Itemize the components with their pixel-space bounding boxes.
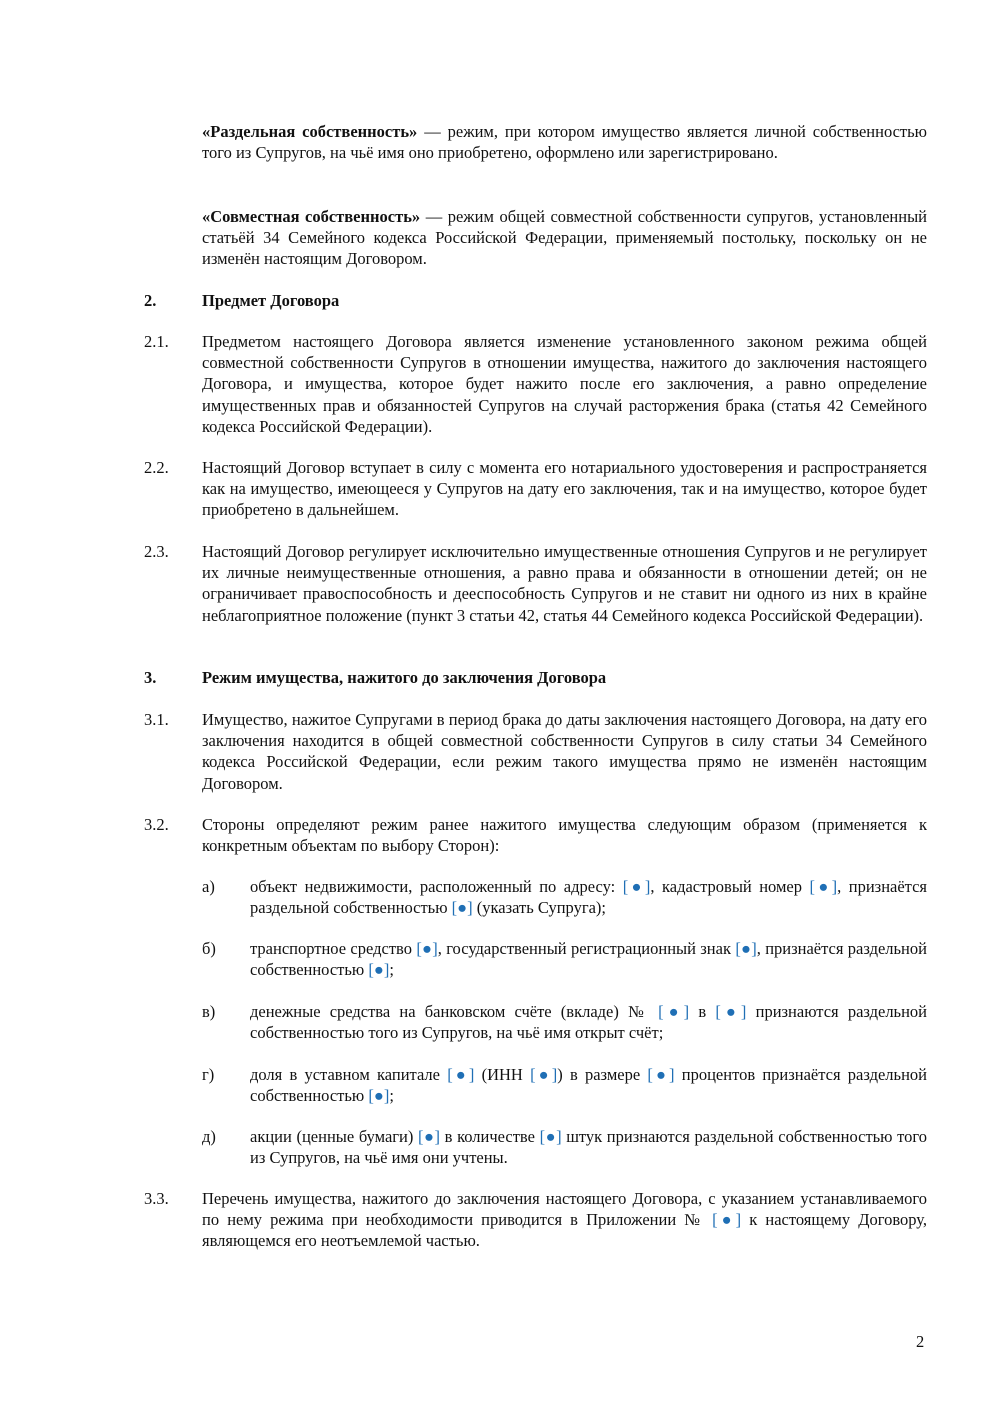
section-number: 2. (144, 291, 157, 310)
list-item-label: а) (202, 877, 215, 896)
list-item-label: г) (202, 1065, 215, 1084)
placeholder: [●] (447, 1065, 475, 1084)
list-item-label: в) (202, 1002, 216, 1021)
clause-number: 2.3. (144, 542, 169, 561)
placeholder: [●] (809, 877, 838, 896)
page-number: 2 (916, 1332, 925, 1351)
list-item-label: д) (202, 1127, 216, 1146)
clause-number: 3.1. (144, 710, 169, 729)
list-item: объект недвижимости, расположенный по адресу: [●], кадастровый номер [●], признаётся раздельной собственностью [●] (указать Супруга); (250, 877, 927, 918)
list-item: акции (ценные бумаги) [●] в количестве [●] штук признаются раздельной собственностью того из Супругов, на чьё имя они учтены. (250, 1127, 927, 1168)
definition-separate-property (202, 121, 927, 163)
section-title: Предмет Договора (202, 291, 340, 310)
placeholder: [●] (715, 1002, 747, 1021)
placeholder: [●] (622, 877, 651, 896)
list-item: доля в уставном капитале [●] (ИНН [●]) в размере [●] процентов признаётся раздельной собственностью [●]; (250, 1065, 927, 1106)
placeholder: [●] (647, 1065, 675, 1084)
list-item: денежные средства на банковском счёте (вкладе) № [●] в [●] признаются раздельной собственностью того из Супругов, на чьё имя открыт счёт; (250, 1002, 927, 1043)
definition-text: — режим общей совместной собственности супругов, установленный статьёй 34 Семейного кодекса Российской Федерации, применяемый постольку, поскольку он не изменён настоящим Договором. (202, 207, 927, 269)
placeholder: [●] (368, 1086, 390, 1106)
clause-text: Имущество, нажитое Супругами в период брака до даты заключения настоящего Договора, на дату его заключения находится в общей совместной собственности Супругов в силу статьи 34 Семейного кодекса Российской Федерации, если режим такого имущества прямо не изменён настоящим Договором. (202, 710, 927, 793)
definition-term: «Раздельная собственность» (202, 122, 418, 141)
clause-number: 3.2. (144, 815, 169, 834)
clause-number: 3.3. (144, 1189, 169, 1208)
section-number: 3. (144, 668, 157, 687)
placeholder: [●] (530, 1065, 558, 1084)
placeholder: [●] (418, 1127, 440, 1146)
clause-text: Перечень имущества, нажитого до заключения настоящего Договора, с указанием устанавливаемого по нему режима при необходимости приводится в Приложении № [●] к настоящему Договору, являющемся его неотъемлемой частью. (202, 1189, 927, 1251)
placeholder: [●] (368, 960, 390, 980)
placeholder: [●] (539, 1127, 562, 1146)
list-item-label: б) (202, 939, 216, 958)
clause-text: Предметом настоящего Договора является изменение установленного законом режима общей совместной собственности Супругов в отношении имущества, нажитого до заключения настоящего Договора, и имущества, которое будет нажито после его заключения, а равно определение имущественных прав и обязанностей Супругов на случай расторжения брака (статья 42 Семейного кодекса Российской Федерации). (202, 332, 927, 436)
placeholder: [●] (416, 939, 438, 958)
placeholder: [●] (451, 898, 473, 918)
definition-joint-property (202, 206, 927, 270)
clause-text: Настоящий Договор вступает в силу с момента его нотариального удостоверения и распространяется как на имущество, имеющееся у Супругов на дату его заключения, так и на имущество, которое будет приобретено в дальнейшем. (202, 458, 927, 520)
definition-term: «Совместная собственность» (202, 207, 421, 226)
placeholder: [●] (712, 1210, 742, 1230)
placeholder: [●] (735, 939, 757, 958)
clause-text: Настоящий Договор регулирует исключительно имущественные отношения Супругов и не регулирует их личные неимущественные отношения, а равно права и обязанности в отношении детей; он не ограничивает правоспособность и дееспособность Супругов и не ставит ни одного из них в крайне неблагоприятное положение (пункт 3 статьи 42, статья 44 Семейного кодекса Российской Федерации). (202, 542, 927, 625)
definition-text: — режим, при котором имущество является личной собственностью того из Супругов, на чьё имя оно приобретено, оформлено или зарегистрировано. (202, 122, 927, 163)
list-item: транспортное средство [●], государственный регистрационный знак [●], признаётся раздельной собственностью [●]; (250, 939, 927, 980)
clause-number: 2.1. (144, 332, 169, 351)
section-title: Режим имущества, нажитого до заключения Договора (202, 668, 607, 687)
clause-number: 2.2. (144, 458, 169, 477)
clause-text: Стороны определяют режим ранее нажитого имущества следующим образом (применяется к конкретным объектам по выбору Сторон): (202, 815, 927, 856)
placeholder: [●] (658, 1002, 690, 1021)
